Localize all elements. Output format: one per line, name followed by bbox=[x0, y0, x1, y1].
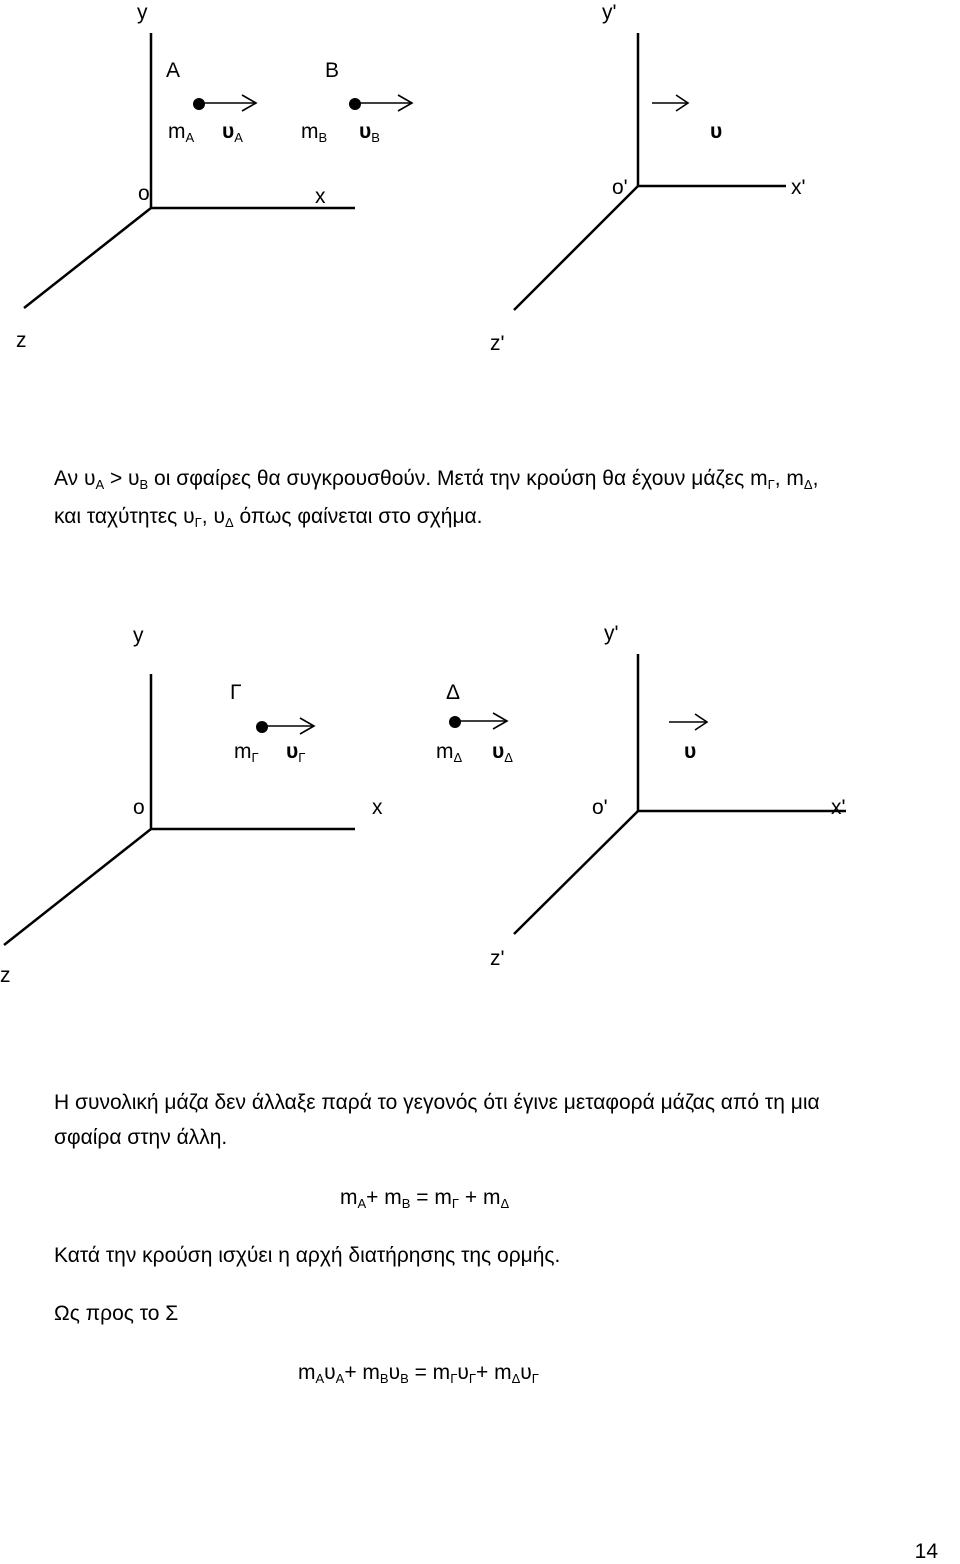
frame1-z-axis bbox=[4, 829, 151, 945]
velocity-arrow-d bbox=[459, 711, 511, 731]
diagram-before-collision bbox=[0, 0, 960, 360]
velocity-arrow-b bbox=[360, 93, 416, 113]
equation-momentum-conservation: $m_A\upsilon_A+ m_B\upsilon_B = m_\Gamma\upsilon_\Gamma+ m_\Delta\upsilon_\Gamma$ bbox=[298, 1361, 539, 1386]
frame2-x-label: x' bbox=[791, 176, 806, 199]
page-number: 14 bbox=[914, 1540, 938, 1563]
frame1-origin-label: o bbox=[133, 796, 145, 819]
ball-b-name: B bbox=[325, 59, 340, 82]
ball-g-velocity: $\upsilon_\Gamma$ bbox=[286, 740, 306, 765]
frame1-x-label: x bbox=[315, 185, 326, 208]
frame-velocity-label: υ bbox=[684, 740, 697, 763]
frame1-origin-label: o bbox=[138, 182, 150, 205]
frame2-z-label: z' bbox=[490, 947, 505, 970]
ball-d-name: Δ bbox=[446, 681, 461, 704]
frame1-y-label: y bbox=[133, 624, 144, 647]
frame2-z-axis bbox=[514, 186, 638, 310]
diagram-after-collision bbox=[0, 618, 960, 990]
paragraph-collision-line2: και ταχύτητες $\upsilon_\Gamma$, $\upsilon_\Delta$ όπως φαίνεται στο σχήμα. bbox=[54, 505, 483, 530]
velocity-arrow-a bbox=[204, 93, 260, 113]
ball-a-name: A bbox=[166, 59, 181, 82]
frame-velocity-arrow bbox=[652, 93, 692, 113]
ball-d-mass: $m_\Delta$ bbox=[436, 740, 463, 765]
frame1-z-axis bbox=[24, 208, 151, 308]
ball-b-mass: $m_B$ bbox=[301, 120, 328, 145]
ball-g-mass: $m_\Gamma$ bbox=[234, 740, 259, 765]
ball-a-velocity: $\upsilon_A$ bbox=[222, 120, 243, 145]
axes-drawing bbox=[0, 0, 960, 360]
paragraph-mass-line2: σφαίρα στην άλλη. bbox=[54, 1126, 228, 1149]
frame-velocity-arrow bbox=[669, 712, 711, 732]
frame1-z-label: z bbox=[0, 964, 11, 987]
frame1-y-label: y bbox=[137, 1, 148, 24]
frame2-x-label: x' bbox=[831, 796, 846, 819]
ball-g-name: Γ bbox=[230, 681, 242, 704]
velocity-arrow-g bbox=[266, 716, 318, 736]
ball-a-mass: $m_A$ bbox=[168, 120, 195, 145]
equation-mass-conservation: $m_A+ m_B = m_\Gamma + m_\Delta$ bbox=[340, 1186, 510, 1211]
frame2-origin-label: o' bbox=[592, 796, 608, 819]
frame-velocity-label: υ bbox=[710, 120, 723, 143]
frame2-z-axis bbox=[514, 811, 638, 934]
paragraph-mass-line1: Η συνολική μάζα δεν άλλαξε παρά το γεγονός ότι έγινε μεταφορά μάζας από τη μια bbox=[54, 1091, 820, 1114]
frame1-x-label: x bbox=[372, 796, 383, 819]
ball-d-velocity: $\upsilon_\Delta$ bbox=[492, 740, 513, 765]
frame2-origin-label: o' bbox=[612, 176, 628, 199]
paragraph-frame: Ως προς το Σ bbox=[54, 1302, 179, 1325]
frame2-y-label: y' bbox=[604, 622, 619, 645]
frame2-y-label: y' bbox=[602, 1, 617, 24]
ball-b-velocity: $\upsilon_B$ bbox=[359, 120, 380, 145]
frame2-z-label: z' bbox=[490, 332, 505, 355]
frame1-z-label: z bbox=[16, 329, 27, 352]
paragraph-collision-line1: Αν $\upsilon_A > \upsilon_B$ οι σφαίρες θα συγκρουσθούν. Μετά την κρούση θα έχουν μάζες $m_\Gamma$, $m_\Delta$, bbox=[54, 467, 819, 492]
paragraph-momentum: Κατά την κρούση ισχύει η αρχή διατήρησης της ορμής. bbox=[54, 1244, 561, 1267]
